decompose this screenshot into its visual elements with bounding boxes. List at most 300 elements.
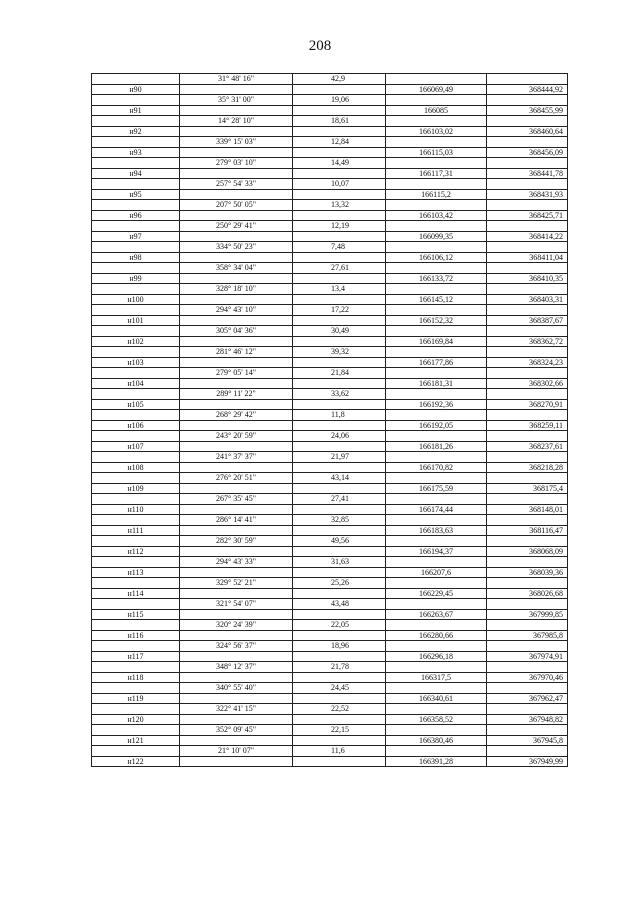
distance-cell: [293, 210, 386, 221]
distance-cell: [293, 231, 386, 242]
angle-cell: 358° 34' 04": [180, 263, 293, 274]
y-cell: [487, 116, 568, 127]
y-cell: [487, 200, 568, 211]
point-cell: н119: [92, 693, 180, 704]
angle-cell: [180, 168, 293, 179]
angle-cell: 257° 54' 33": [180, 179, 293, 190]
angle-cell: 305° 04' 36": [180, 326, 293, 337]
segment-row: [92, 221, 568, 232]
point-row: [92, 420, 568, 431]
angle-cell: [180, 630, 293, 641]
y-cell: [487, 725, 568, 736]
angle-cell: [180, 672, 293, 683]
angle-cell: [180, 441, 293, 452]
coordinates-table-body: [92, 74, 568, 767]
x-cell: [386, 536, 487, 547]
angle-cell: 348° 12' 37": [180, 662, 293, 673]
angle-cell: [180, 357, 293, 368]
distance-cell: [293, 378, 386, 389]
point-row: [92, 504, 568, 515]
y-cell: 367999,85: [487, 609, 568, 620]
segment-row: [92, 557, 568, 568]
point-cell: [92, 326, 180, 337]
y-cell: 368414,22: [487, 231, 568, 242]
point-cell: н108: [92, 462, 180, 473]
point-row: [92, 399, 568, 410]
point-cell: [92, 578, 180, 589]
y-cell: [487, 242, 568, 253]
y-cell: 368411,04: [487, 252, 568, 263]
angle-cell: 322° 41' 15": [180, 704, 293, 715]
distance-cell: 18,61: [293, 116, 386, 127]
x-cell: 166133,72: [386, 273, 487, 284]
y-cell: 367949,99: [487, 756, 568, 767]
angle-cell: 279° 03' 10": [180, 158, 293, 169]
point-cell: [92, 74, 180, 85]
angle-cell: 207° 50' 05": [180, 200, 293, 211]
segment-row: [92, 620, 568, 631]
x-cell: [386, 179, 487, 190]
y-cell: [487, 410, 568, 421]
distance-cell: 43,14: [293, 473, 386, 484]
distance-cell: [293, 147, 386, 158]
point-row: [92, 756, 568, 767]
angle-cell: 321° 54' 07": [180, 599, 293, 610]
x-cell: 166169,84: [386, 336, 487, 347]
point-cell: н121: [92, 735, 180, 746]
point-cell: [92, 452, 180, 463]
segment-row: [92, 116, 568, 127]
y-cell: 368456,09: [487, 147, 568, 158]
segment-row: [92, 305, 568, 316]
segment-row: [92, 74, 568, 85]
distance-cell: 12,19: [293, 221, 386, 232]
point-cell: [92, 494, 180, 505]
point-cell: н90: [92, 84, 180, 95]
point-row: [92, 735, 568, 746]
point-row: [92, 546, 568, 557]
y-cell: [487, 74, 568, 85]
distance-cell: [293, 525, 386, 536]
y-cell: [487, 746, 568, 757]
angle-cell: 279° 05' 14": [180, 368, 293, 379]
segment-row: [92, 725, 568, 736]
y-cell: 368441,78: [487, 168, 568, 179]
segment-row: [92, 179, 568, 190]
point-cell: н105: [92, 399, 180, 410]
point-cell: [92, 221, 180, 232]
x-cell: [386, 242, 487, 253]
angle-cell: [180, 420, 293, 431]
x-cell: [386, 347, 487, 358]
point-row: [92, 525, 568, 536]
x-cell: 166391,28: [386, 756, 487, 767]
angle-cell: 268° 29' 42": [180, 410, 293, 421]
segment-row: [92, 137, 568, 148]
x-cell: 166263,67: [386, 609, 487, 620]
point-row: [92, 273, 568, 284]
x-cell: [386, 557, 487, 568]
x-cell: 166317,5: [386, 672, 487, 683]
point-row: [92, 210, 568, 221]
distance-cell: [293, 252, 386, 263]
angle-cell: [180, 756, 293, 767]
segment-row: [92, 662, 568, 673]
distance-cell: [293, 756, 386, 767]
x-cell: [386, 116, 487, 127]
angle-cell: [180, 105, 293, 116]
x-cell: [386, 431, 487, 442]
point-cell: н117: [92, 651, 180, 662]
segment-row: [92, 410, 568, 421]
y-cell: 368026,68: [487, 588, 568, 599]
distance-cell: [293, 399, 386, 410]
point-row: [92, 336, 568, 347]
segment-row: [92, 599, 568, 610]
y-cell: 367974,91: [487, 651, 568, 662]
point-row: [92, 105, 568, 116]
y-cell: [487, 95, 568, 106]
angle-cell: 320° 24' 39": [180, 620, 293, 631]
distance-cell: 21,84: [293, 368, 386, 379]
angle-cell: [180, 609, 293, 620]
y-cell: [487, 557, 568, 568]
x-cell: [386, 389, 487, 400]
angle-cell: [180, 483, 293, 494]
segment-row: [92, 158, 568, 169]
point-cell: [92, 200, 180, 211]
angle-cell: 35° 31' 00": [180, 95, 293, 106]
point-cell: н122: [92, 756, 180, 767]
distance-cell: [293, 609, 386, 620]
y-cell: 368431,93: [487, 189, 568, 200]
distance-cell: 24,45: [293, 683, 386, 694]
x-cell: 166115,2: [386, 189, 487, 200]
angle-cell: [180, 315, 293, 326]
point-cell: н111: [92, 525, 180, 536]
point-row: [92, 252, 568, 263]
distance-cell: [293, 84, 386, 95]
distance-cell: [293, 420, 386, 431]
point-cell: [92, 473, 180, 484]
y-cell: [487, 326, 568, 337]
point-row: [92, 147, 568, 158]
distance-cell: 31,63: [293, 557, 386, 568]
point-row: [92, 609, 568, 620]
point-cell: н94: [92, 168, 180, 179]
point-cell: н93: [92, 147, 180, 158]
x-cell: 166183,63: [386, 525, 487, 536]
point-cell: [92, 347, 180, 358]
angle-cell: 281° 46' 12": [180, 347, 293, 358]
distance-cell: 25,26: [293, 578, 386, 589]
y-cell: 368460,64: [487, 126, 568, 137]
x-cell: 166358,52: [386, 714, 487, 725]
x-cell: 166115,03: [386, 147, 487, 158]
distance-cell: [293, 693, 386, 704]
point-cell: [92, 179, 180, 190]
point-cell: [92, 410, 180, 421]
point-row: [92, 483, 568, 494]
angle-cell: 21° 10' 07": [180, 746, 293, 757]
point-row: [92, 231, 568, 242]
angle-cell: [180, 588, 293, 599]
y-cell: [487, 431, 568, 442]
point-cell: [92, 620, 180, 631]
point-row: [92, 462, 568, 473]
segment-row: [92, 536, 568, 547]
y-cell: 368148,01: [487, 504, 568, 515]
y-cell: [487, 137, 568, 148]
y-cell: [487, 536, 568, 547]
segment-row: [92, 431, 568, 442]
point-row: [92, 315, 568, 326]
point-cell: [92, 137, 180, 148]
distance-cell: [293, 504, 386, 515]
point-cell: [92, 599, 180, 610]
angle-cell: [180, 525, 293, 536]
x-cell: 166069,49: [386, 84, 487, 95]
angle-cell: 329° 52' 21": [180, 578, 293, 589]
distance-cell: [293, 357, 386, 368]
distance-cell: 22,52: [293, 704, 386, 715]
point-cell: [92, 116, 180, 127]
x-cell: 166177,86: [386, 357, 487, 368]
point-cell: [92, 368, 180, 379]
x-cell: 166099,35: [386, 231, 487, 242]
segment-row: [92, 704, 568, 715]
x-cell: 166103,02: [386, 126, 487, 137]
distance-cell: 27,41: [293, 494, 386, 505]
y-cell: [487, 347, 568, 358]
y-cell: [487, 515, 568, 526]
distance-cell: [293, 651, 386, 662]
distance-cell: [293, 588, 386, 599]
x-cell: [386, 368, 487, 379]
distance-cell: 7,48: [293, 242, 386, 253]
x-cell: 166296,18: [386, 651, 487, 662]
y-cell: 368237,61: [487, 441, 568, 452]
page-number: 208: [308, 38, 332, 54]
x-cell: 166117,31: [386, 168, 487, 179]
angle-cell: 334° 50' 23": [180, 242, 293, 253]
x-cell: 166192,36: [386, 399, 487, 410]
point-cell: [92, 683, 180, 694]
point-cell: н113: [92, 567, 180, 578]
distance-cell: [293, 441, 386, 452]
y-cell: 367985,8: [487, 630, 568, 641]
point-cell: [92, 389, 180, 400]
y-cell: [487, 704, 568, 715]
distance-cell: [293, 735, 386, 746]
angle-cell: 286° 14' 41": [180, 515, 293, 526]
angle-cell: 14° 28' 10": [180, 116, 293, 127]
segment-row: [92, 368, 568, 379]
point-cell: [92, 242, 180, 253]
angle-cell: 241° 37' 37": [180, 452, 293, 463]
distance-cell: 24,06: [293, 431, 386, 442]
y-cell: [487, 179, 568, 190]
angle-cell: 340° 55' 40": [180, 683, 293, 694]
point-cell: н106: [92, 420, 180, 431]
angle-cell: 294° 43' 33": [180, 557, 293, 568]
x-cell: [386, 515, 487, 526]
angle-cell: [180, 189, 293, 200]
angle-cell: [180, 336, 293, 347]
y-cell: [487, 578, 568, 589]
x-cell: 166194,37: [386, 546, 487, 557]
x-cell: [386, 200, 487, 211]
coordinates-table: [91, 73, 568, 767]
angle-cell: 243° 20' 59": [180, 431, 293, 442]
point-row: [92, 126, 568, 137]
x-cell: 166229,45: [386, 588, 487, 599]
distance-cell: 32,85: [293, 515, 386, 526]
distance-cell: 11,6: [293, 746, 386, 757]
y-cell: [487, 368, 568, 379]
x-cell: [386, 137, 487, 148]
angle-cell: [180, 714, 293, 725]
y-cell: 368302,66: [487, 378, 568, 389]
x-cell: 166181,26: [386, 441, 487, 452]
point-cell: н101: [92, 315, 180, 326]
angle-cell: 339° 15' 03": [180, 137, 293, 148]
angle-cell: [180, 567, 293, 578]
point-row: [92, 189, 568, 200]
angle-cell: [180, 210, 293, 221]
segment-row: [92, 95, 568, 106]
segment-row: [92, 452, 568, 463]
distance-cell: [293, 336, 386, 347]
point-row: [92, 588, 568, 599]
y-cell: 368455,99: [487, 105, 568, 116]
distance-cell: 13,4: [293, 284, 386, 295]
x-cell: [386, 620, 487, 631]
x-cell: [386, 578, 487, 589]
angle-cell: 328° 18' 10": [180, 284, 293, 295]
segment-row: [92, 389, 568, 400]
point-cell: н91: [92, 105, 180, 116]
point-cell: [92, 95, 180, 106]
angle-cell: 31° 48' 16": [180, 74, 293, 85]
point-cell: н112: [92, 546, 180, 557]
segment-row: [92, 578, 568, 589]
x-cell: [386, 95, 487, 106]
distance-cell: 33,62: [293, 389, 386, 400]
distance-cell: 21,78: [293, 662, 386, 673]
segment-row: [92, 326, 568, 337]
distance-cell: [293, 462, 386, 473]
x-cell: [386, 746, 487, 757]
y-cell: [487, 620, 568, 631]
point-row: [92, 357, 568, 368]
y-cell: [487, 473, 568, 484]
angle-cell: [180, 378, 293, 389]
distance-cell: 10,07: [293, 179, 386, 190]
point-cell: н107: [92, 441, 180, 452]
distance-cell: 17,22: [293, 305, 386, 316]
point-cell: н118: [92, 672, 180, 683]
y-cell: 368410,35: [487, 273, 568, 284]
point-cell: [92, 431, 180, 442]
x-cell: 166175,59: [386, 483, 487, 494]
x-cell: 166145,12: [386, 294, 487, 305]
segment-row: [92, 473, 568, 484]
point-cell: [92, 536, 180, 547]
point-cell: н102: [92, 336, 180, 347]
segment-row: [92, 746, 568, 757]
distance-cell: 42,9: [293, 74, 386, 85]
point-cell: н109: [92, 483, 180, 494]
y-cell: [487, 683, 568, 694]
distance-cell: [293, 189, 386, 200]
x-cell: [386, 683, 487, 694]
x-cell: 166106,12: [386, 252, 487, 263]
x-cell: [386, 305, 487, 316]
angle-cell: 267° 35' 45": [180, 494, 293, 505]
point-cell: [92, 662, 180, 673]
distance-cell: [293, 105, 386, 116]
point-cell: н98: [92, 252, 180, 263]
distance-cell: 43,48: [293, 599, 386, 610]
point-row: [92, 567, 568, 578]
angle-cell: [180, 147, 293, 158]
x-cell: [386, 263, 487, 274]
y-cell: 368039,36: [487, 567, 568, 578]
point-cell: [92, 746, 180, 757]
distance-cell: 30,49: [293, 326, 386, 337]
distance-cell: 22,05: [293, 620, 386, 631]
x-cell: [386, 284, 487, 295]
y-cell: 368259,11: [487, 420, 568, 431]
x-cell: 166192,05: [386, 420, 487, 431]
point-cell: н110: [92, 504, 180, 515]
segment-row: [92, 515, 568, 526]
x-cell: [386, 473, 487, 484]
angle-cell: [180, 462, 293, 473]
point-cell: н95: [92, 189, 180, 200]
distance-cell: [293, 483, 386, 494]
distance-cell: 13,32: [293, 200, 386, 211]
distance-cell: [293, 672, 386, 683]
distance-cell: 11,8: [293, 410, 386, 421]
y-cell: 368403,31: [487, 294, 568, 305]
angle-cell: [180, 399, 293, 410]
y-cell: [487, 221, 568, 232]
point-cell: н114: [92, 588, 180, 599]
point-row: [92, 441, 568, 452]
angle-cell: 324° 56' 37": [180, 641, 293, 652]
x-cell: 166380,46: [386, 735, 487, 746]
x-cell: [386, 410, 487, 421]
angle-cell: [180, 231, 293, 242]
distance-cell: [293, 273, 386, 284]
point-row: [92, 294, 568, 305]
point-cell: [92, 557, 180, 568]
point-row: [92, 693, 568, 704]
y-cell: [487, 389, 568, 400]
distance-cell: 19,06: [293, 95, 386, 106]
angle-cell: [180, 273, 293, 284]
point-cell: н96: [92, 210, 180, 221]
y-cell: 368362,72: [487, 336, 568, 347]
distance-cell: 21,97: [293, 452, 386, 463]
y-cell: 368218,28: [487, 462, 568, 473]
angle-cell: 250° 29' 41": [180, 221, 293, 232]
point-row: [92, 651, 568, 662]
y-cell: [487, 494, 568, 505]
angle-cell: [180, 693, 293, 704]
